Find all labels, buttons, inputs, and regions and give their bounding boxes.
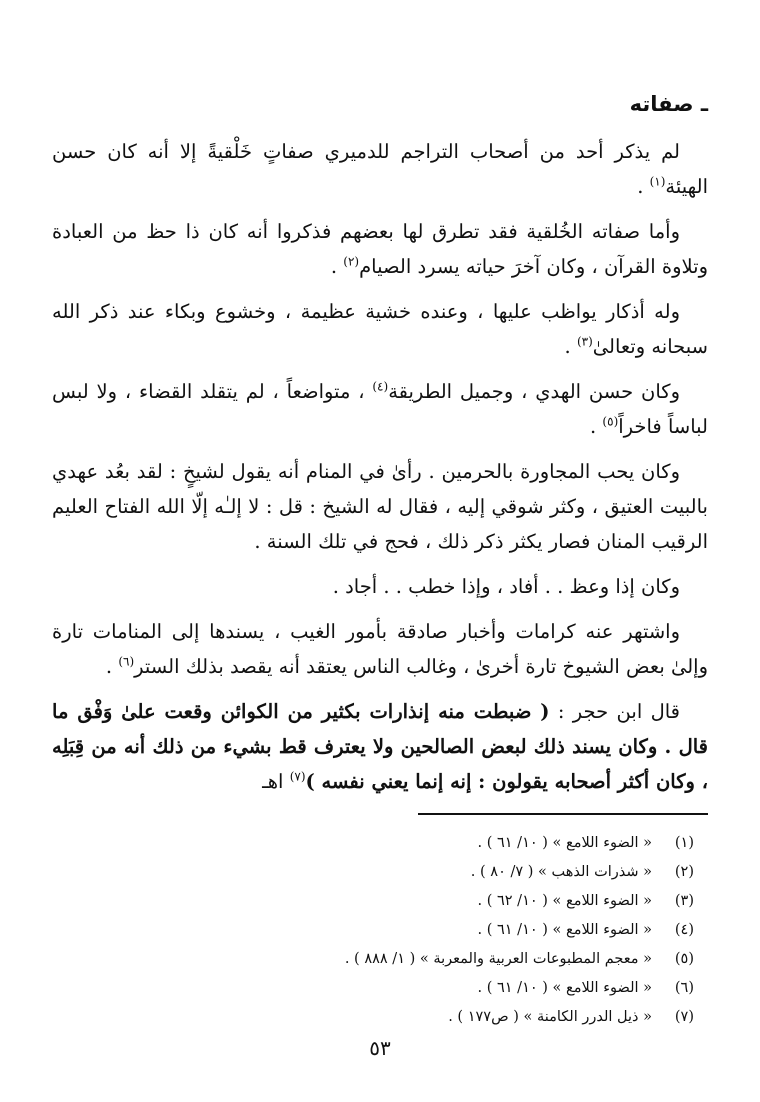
paragraph-text: وله أذكار يواظب عليها ، وعنده خشية عظيمة ، وخشوع وبكاء عند ذكر الله سبحانه وتعالىٰ [52,300,708,358]
paragraph-text: وكان يحب المجاورة بالحرمين . رأىٰ في المنام أنه يقول لشيخٍ : لقد بعُد عهدي بالبيت العتيق ، وكثر شوقي إليه ، فقال له الشيخ : قل : لا إلـٰه إلّا الله الفتاح العليم الرقيب المنان فصار يكثر ذكر ذلك ، فحج في تلك السنة . [52,460,708,553]
quote-ibn-hajar [52,694,708,799]
footnote-number: (٥) [674,951,694,967]
section-heading: ـ صفاته [629,92,708,116]
footnote-number: (٢) [674,864,694,880]
paragraph-text-continued: ، متواضعاً ، لم يتقلد القضاء ، ولا لبس لباساً فاخراً [52,380,708,438]
book-page [52,90,708,1102]
footnote-number: (١) [674,835,694,851]
paragraph-dream [52,454,708,559]
footnote-ref-7: (٧) [289,769,306,784]
footnote-item [52,916,694,945]
page-number: ٥٣ [369,1036,391,1060]
paragraph-tail: . [564,335,577,358]
paragraph-text: لم يذكر أحد من أصحاب التراجم للدميري صفاتٍ خَلْقيةً إلا أنه كان حسن الهيئة [52,140,708,198]
paragraph-character [52,214,708,284]
paragraph-text: وكان حسن الهدي ، وجميل الطريقة [388,380,680,403]
footnote-ref-4: (٤) [372,379,389,394]
footnote-list [52,829,708,1032]
footnote-text: « الضوء اللامع » ( ١٠/ ٦٢ ) . [477,893,652,909]
footnote-ref-6: (٦) [118,654,135,669]
footnote-item [52,974,694,1003]
footnote-text: « الضوء اللامع » ( ١٠/ ٦١ ) . [477,835,652,851]
footnote-text: « معجم المطبوعات العربية والمعربة » ( ١/ ٨٨٨ ) . [344,951,652,967]
footnote-item [52,829,694,858]
footnote-item [52,945,694,974]
paragraph-tail: . [330,255,344,278]
footnote-text: « ذيل الدرر الكامنة » ( ص١٧٧ ) . [448,1009,652,1025]
paragraph-text: وكان إذا وعظ . . أفاد ، وإذا خطب . . أجاد . [332,575,680,598]
footnote-item [52,887,694,916]
footnote-item [52,1003,694,1032]
paragraph-appearance [52,134,708,204]
footnote-ref-2: (٢) [343,254,360,269]
footnote-item [52,858,694,887]
paragraph-tail: . [105,655,119,678]
footnote-text: « شذرات الذهب » ( ٧/ ٨٠ ) . [470,864,652,880]
footnote-ref-1: (١) [649,174,666,189]
footnote-text: « الضوء اللامع » ( ١٠/ ٦١ ) . [477,980,652,996]
footnote-number: (٧) [674,1009,694,1025]
paragraph-tail: . [637,175,650,198]
footnote-ref-5: (٥) [602,414,619,429]
footnote-number: (٦) [674,980,694,996]
paragraph-dhikr [52,294,708,364]
paragraph-conduct [52,374,708,444]
quote-tail: اهـ [262,770,290,793]
paragraph-text: وأما صفاته الخُلقية فقد تطرق لها بعضهم فذكروا أنه كان ذا حظ من العبادة وتلاوة القرآن ، وكان آخرَ حياته يسرد الصيام [52,220,708,278]
footnote-ref-3: (٣) [576,334,593,349]
paragraph-karamat [52,614,708,684]
paragraph-preaching [52,569,708,604]
footnote-text: « الضوء اللامع » ( ١٠/ ٦١ ) . [477,922,652,938]
footnote-separator [418,813,708,815]
quote-intro: قال ابن حجر : [549,700,681,723]
paragraph-text: واشتهر عنه كرامات وأخبار صادقة بأمور الغيب ، يسندها إلى المنامات تارة وإلىٰ بعض الشيوخ تارة أخرىٰ ، وغالب الناس يعتقد أنه يقصد بذلك الستر [52,620,708,678]
footnote-number: (٤) [674,922,694,938]
quote-body: ( ضبطت منه إنذارات بكثير من الكوائن وقعت علىٰ وَفْق ما قال . وكان يسند ذلك لبعض الصالحين ولا يعترف قط بشيء من ذلك أنه من قِبَلِه ، وكان أكثر أصحابه يقولون : إنه إنما يعني نفسه ) [52,700,708,793]
paragraph-tail: . [590,415,603,438]
footnote-number: (٣) [674,893,694,909]
